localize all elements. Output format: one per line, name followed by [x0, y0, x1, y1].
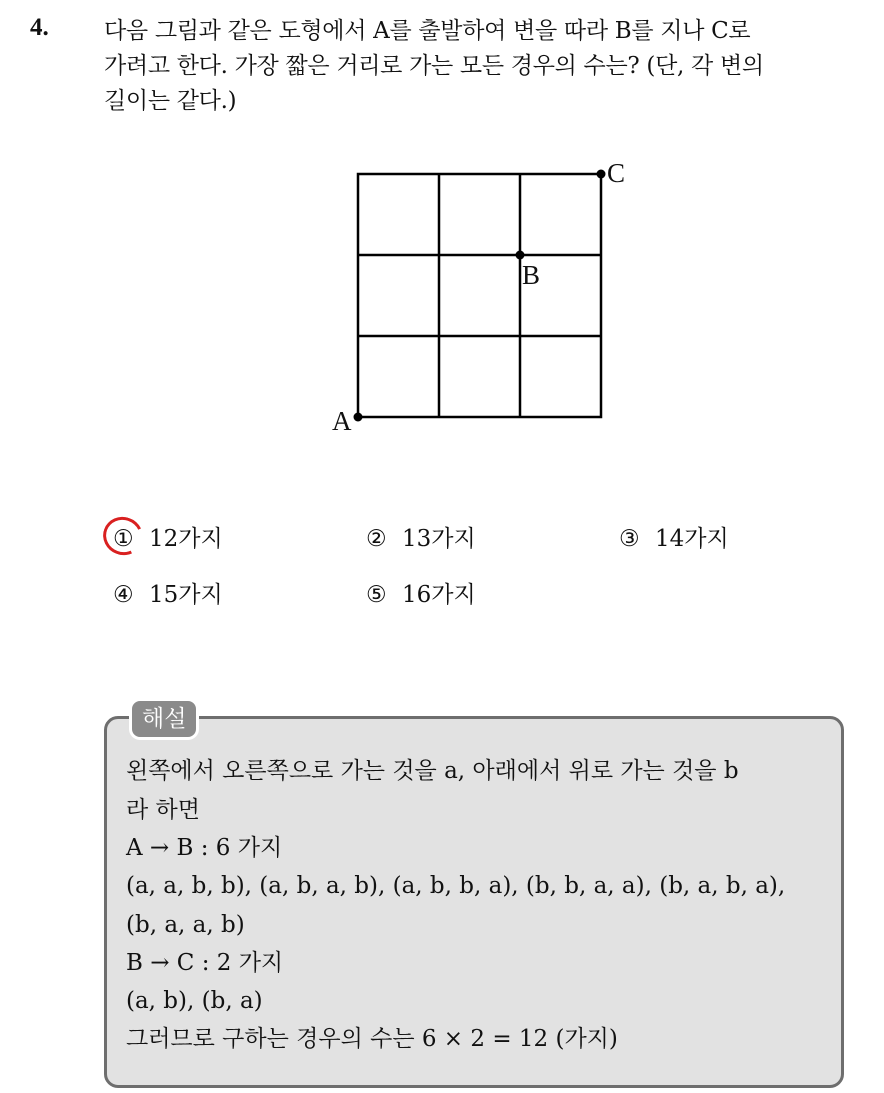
grid-border [358, 174, 601, 417]
choice-marker: ⑤ [366, 582, 387, 608]
point-c-dot [597, 170, 606, 179]
choice-marker: ② [366, 526, 387, 552]
grid-figure [318, 150, 678, 450]
solution-line: A → B : 6 가지 [126, 835, 283, 861]
choice-1[interactable] [113, 524, 223, 554]
choice-marker: ③ [619, 526, 640, 552]
choice-2[interactable] [366, 524, 476, 554]
solution-line: (b, a, a, b) [126, 912, 245, 938]
choice-text: 12가지 [149, 526, 223, 552]
solution-line: (a, b), (b, a) [126, 988, 263, 1014]
point-a-label: A [332, 406, 352, 436]
question-number: 4. [30, 14, 49, 41]
solution-line: 라 하면 [126, 797, 200, 823]
choice-text: 16가지 [402, 582, 476, 608]
choice-marker: ④ [113, 582, 134, 608]
choice-text: 13가지 [402, 526, 476, 552]
solution-tag: 해설 [129, 698, 199, 740]
choice-5[interactable] [366, 580, 476, 610]
grid-svg [318, 150, 678, 450]
choice-4[interactable] [113, 580, 223, 610]
choice-3[interactable] [619, 524, 729, 554]
solution-line: 왼쪽에서 오른쪽으로 가는 것을 a, 아래에서 위로 가는 것을 b [126, 758, 739, 784]
point-c-label: C [607, 158, 626, 188]
question-line: 가려고 한다. 가장 짧은 거리로 가는 모든 경우의 수는? (단, 각 변의 [104, 53, 764, 79]
question-line: 다음 그림과 같은 도형에서 A를 출발하여 변을 따라 B를 지나 C로 [104, 18, 751, 44]
solution-line: (a, a, b, b), (a, b, a, b), (a, b, b, a), (b, b, a, a), (b, a, b, a), [126, 873, 786, 899]
point-b-label: B [522, 260, 541, 290]
choice-text: 14가지 [655, 526, 729, 552]
choice-marker: ① [113, 526, 134, 552]
solution-line: 그러므로 구하는 경우의 수는 6 × 2 = 12 (가지) [126, 1026, 618, 1052]
point-a-dot [354, 413, 363, 422]
choice-text: 15가지 [149, 582, 223, 608]
point-b-dot [516, 251, 525, 260]
solution-line: B → C : 2 가지 [126, 950, 284, 976]
question-line: 길이는 같다.) [104, 88, 237, 114]
question-text [104, 14, 866, 119]
